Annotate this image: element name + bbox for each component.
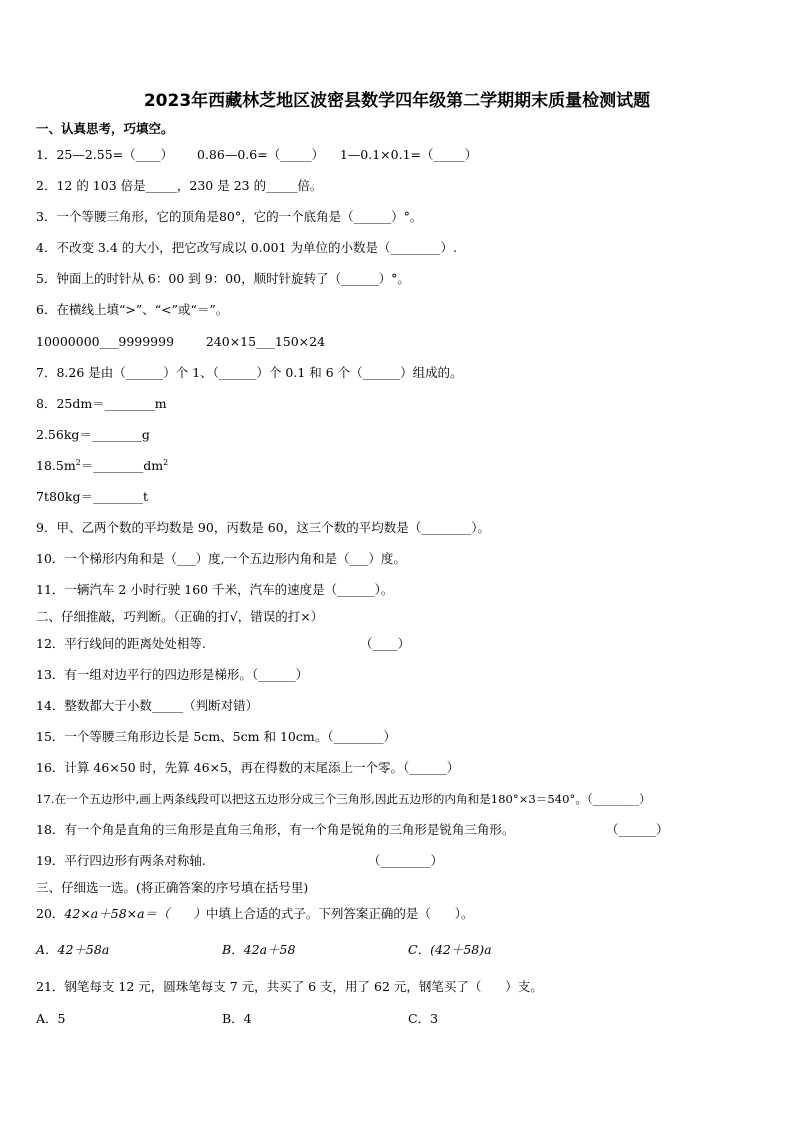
question-8-d: 7t80kg＝________t bbox=[36, 489, 148, 504]
section-2-heading: 二、仔细推敲，巧判断。（正确的打√，错误的打×） bbox=[36, 609, 324, 624]
q21-option-b: B．4 bbox=[222, 1011, 252, 1026]
question-21: 21．钢笔每支 12 元，圆珠笔每支 7 元，共买了 6 支，用了 62 元，钢笔买了（ ）支。 bbox=[36, 979, 543, 994]
q20-option-c: C．(42＋58)a bbox=[408, 942, 492, 957]
question-18-blank: （______） bbox=[606, 822, 669, 837]
question-16: 16．计算 46×50 时，先算 46×5，再在得数的末尾添上一个零。（______） bbox=[36, 760, 460, 775]
question-8-a: 8．25dm＝________m bbox=[36, 396, 167, 411]
question-10: 10．一个梯形内角和是（___）度,一个五边形内角和是（___）度。 bbox=[36, 551, 406, 566]
question-4: 4．不改变 3.4 的大小，把它改写成以 0.001 为单位的小数是（________）. bbox=[36, 240, 457, 255]
q20-option-b: B．42a＋58 bbox=[222, 942, 296, 957]
q20-expression: 42×a＋58×a＝（ ） bbox=[64, 906, 206, 921]
question-12: 12．平行线间的距离处处相等. bbox=[36, 636, 206, 651]
question-13: 13．有一组对边平行的四边形是梯形。（______） bbox=[36, 667, 309, 682]
q8c-sup-2: 2 bbox=[163, 457, 169, 467]
question-15: 15．一个等腰三角形边长是 5cm、5cm 和 10cm。（________） bbox=[36, 729, 396, 744]
question-17: 17.在一个五边形中,画上两条线段可以把这五边形分成三个三角形,因此五边形的内角和是180°×3＝540°。（________） bbox=[36, 792, 651, 806]
question-11: 11．一辆汽车 2 小时行驶 160 千米，汽车的速度是（______）。 bbox=[36, 582, 394, 597]
question-14: 14．整数都大于小数_____（判断对错） bbox=[36, 698, 259, 713]
q8c-mid: ＝________dm bbox=[80, 458, 164, 473]
q21-option-c: C．3 bbox=[408, 1011, 439, 1026]
question-6-items: 10000000___9999999 240×15___150×24 bbox=[36, 334, 326, 349]
q20-option-a: A．42＋58a bbox=[36, 942, 110, 957]
page-title: 2023年西藏林芝地区波密县数学四年级第二学期期末质量检测试题 bbox=[143, 91, 651, 111]
q20-text: 中填上合适的式子。下列答案正确的是（ ）。 bbox=[205, 906, 474, 921]
question-2: 2．12 的 103 倍是_____，230 是 23 的_____倍。 bbox=[36, 178, 323, 193]
question-8-b: 2.56kg＝________g bbox=[36, 427, 150, 442]
section-3-heading: 三、仔细选一选。(将正确答案的序号填在括号里) bbox=[36, 880, 309, 895]
question-12-blank: （____） bbox=[360, 636, 411, 651]
question-5: 5．钟面上的时针从 6：00 到 9：00，顺时针旋转了（______）°。 bbox=[36, 271, 410, 286]
question-20 bbox=[36, 906, 474, 922]
question-19-blank: （________） bbox=[368, 853, 444, 868]
question-3: 3．一个等腰三角形，它的顶角是80°，它的一个底角是（______）°。 bbox=[36, 209, 423, 224]
question-7: 7．8.26 是由（______）个 1、（______）个 0.1 和 6 个（______）组成的。 bbox=[36, 365, 463, 380]
q8c-pre: 18.5m bbox=[36, 458, 76, 473]
q20-number: 20． bbox=[36, 906, 65, 921]
q21-option-a: A．5 bbox=[36, 1011, 66, 1026]
question-19: 19．平行四边形有两条对称轴. bbox=[36, 853, 206, 868]
question-8-c bbox=[36, 458, 168, 474]
q8c-sup-1: 2 bbox=[75, 457, 81, 467]
question-1: 1．25—2.55=（____） 0.86—0.6=（_____） 1—0.1×0.1=（_____） bbox=[36, 147, 478, 162]
question-9: 9．甲、乙两个数的平均数是 90，丙数是 60，这三个数的平均数是（________）。 bbox=[36, 520, 490, 535]
question-6: 6．在横线上填“>”、“<”或“＝”。 bbox=[36, 302, 229, 317]
question-18: 18．有一个角是直角的三角形是直角三角形，有一个角是锐角的三角形是锐角三角形。 bbox=[36, 822, 515, 837]
section-1-heading: 一、认真思考，巧填空。 bbox=[36, 121, 174, 136]
